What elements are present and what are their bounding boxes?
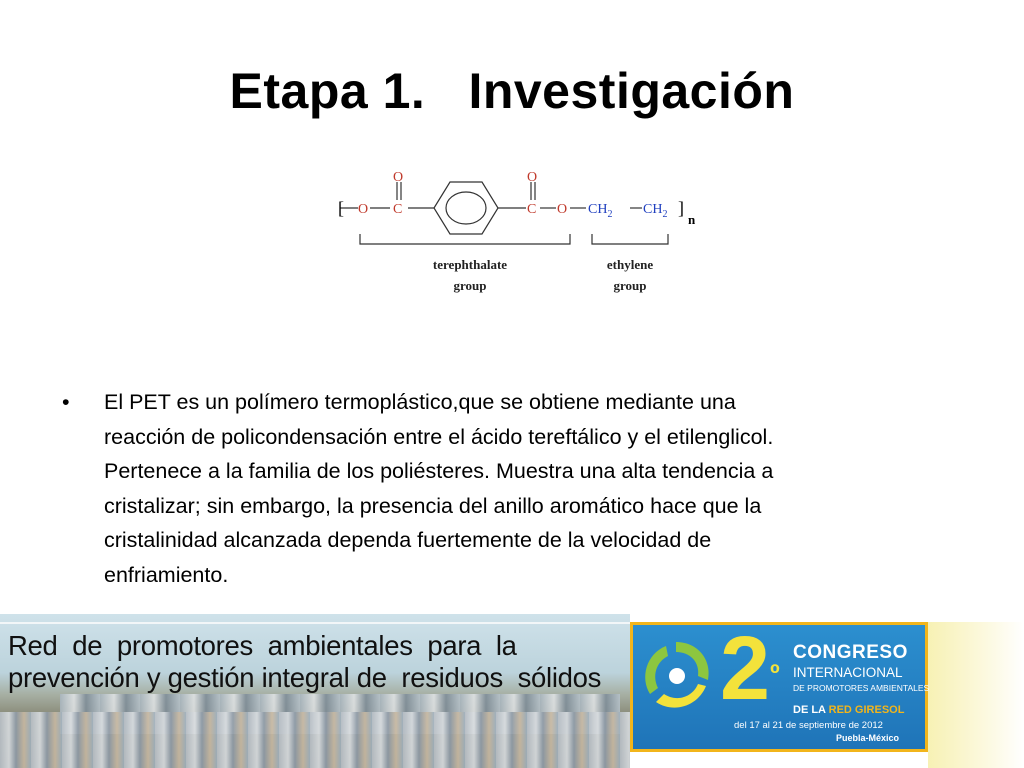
atom-o-carbonyl-1: O — [393, 170, 404, 185]
formula-atoms — [338, 170, 696, 227]
terephthalate-label: terephthalate — [432, 257, 508, 272]
bullet-line: enfriamiento. — [104, 562, 229, 587]
bullet-marker: • — [62, 390, 70, 414]
bracket-open: [ — [338, 198, 344, 218]
atom-o-1: O — [358, 202, 369, 217]
congress-internacional: INTERNACIONAL — [793, 665, 903, 680]
ch2-1: $CH_2$ — [588, 202, 613, 220]
group-labels — [433, 257, 653, 293]
bullet-line: El PET es un polímero termoplástico,que se obtiene mediante una — [104, 390, 736, 414]
congress-promotores: DE PROMOTORES AMBIENTALES — [793, 683, 930, 693]
bullet-line: cristalinidad alcanzada dependa fuertemente de la velocidad de — [104, 528, 712, 552]
congress-title: CONGRESO — [793, 642, 908, 663]
atom-o-2: O — [557, 202, 568, 217]
congress-logo-block — [630, 614, 1024, 768]
ethylene-group-label: group — [613, 278, 647, 293]
banner-line-1: Red de promotores ambientales para la — [8, 630, 517, 661]
formula-bonds — [340, 182, 668, 244]
banner-photo — [0, 614, 630, 768]
atom-o-carbonyl-2: O — [527, 170, 538, 185]
ethylene-label: ethylene — [606, 257, 654, 272]
bullet-item — [58, 385, 938, 592]
banner-line-2: prevención y gestión integral de residuos sólidos — [8, 662, 602, 693]
bullet-line: cristalizar; sin embargo, la presencia del anillo aromático hace que la — [104, 493, 762, 518]
atom-c-1: C — [393, 202, 403, 217]
bracket-close: ] — [678, 198, 684, 218]
recycling-ground-image — [0, 712, 630, 768]
atom-c-2: C — [527, 202, 537, 217]
pet-structural-formula — [330, 166, 710, 306]
bullet-line: reacción de policondensación entre el ácido tereftálico y el etilenglicol. — [104, 424, 774, 449]
bullet-line: Pertenece a la familia de los poliésteres. Muestra una alta tendencia a — [104, 459, 774, 483]
recycle-swirl-icon — [636, 634, 718, 716]
banner-divider — [0, 622, 630, 624]
congress-number: $2^º$ — [720, 619, 780, 719]
terephthalate-group-label: group — [453, 278, 487, 293]
congress-place: Puebla-México — [836, 733, 900, 743]
ch2-2: $CH_2$ — [643, 202, 668, 220]
banner-fade — [928, 622, 1024, 768]
footer-banner — [0, 614, 1024, 768]
congress-red: DE LA RED GIRESOL — [793, 704, 905, 716]
bullet-list — [58, 385, 938, 592]
congress-date: del 17 al 21 de septiembre de 2012 — [734, 720, 883, 731]
banner-headline — [8, 630, 618, 694]
slide-title: Etapa 1. Investigación — [229, 63, 795, 119]
repeat-n: n — [688, 212, 696, 227]
